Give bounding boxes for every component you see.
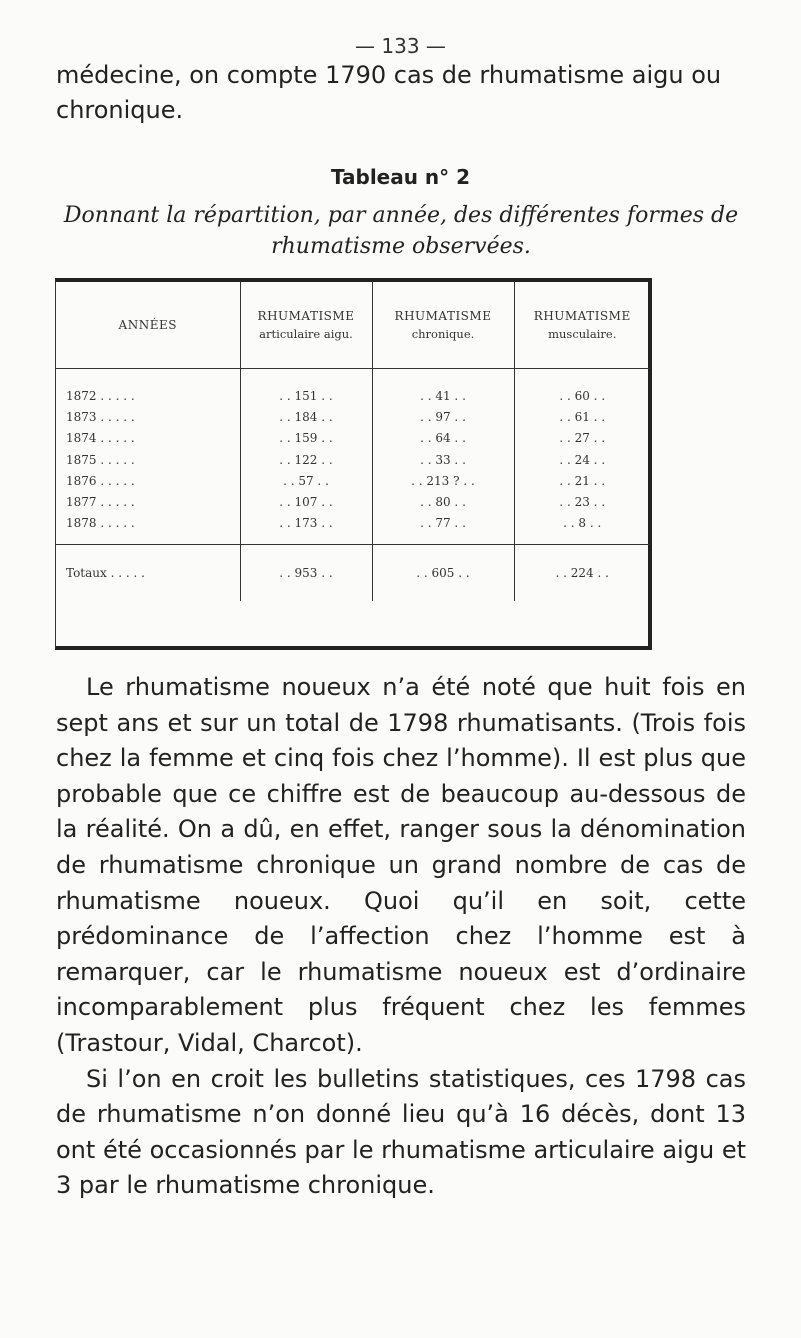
column-header-label: RHUMATISME xyxy=(257,309,355,323)
column-header-label: RHUMATISME xyxy=(394,309,492,323)
table-row xyxy=(56,369,650,407)
chronique-cell: . . 64 . . xyxy=(372,428,514,449)
musculaire-cell: . . 60 . . xyxy=(559,388,606,403)
chronique-cell: . . 213 ? . . xyxy=(372,470,514,491)
musculaire-cell: . . 61 . . xyxy=(559,409,606,424)
chronique-cell: . . 33 . . xyxy=(372,449,514,470)
column-header-label: ANNÉES xyxy=(118,318,177,332)
totals-row xyxy=(56,545,650,602)
year-cell: 1875 . . . . . xyxy=(56,449,240,470)
rheumatism-table-frame xyxy=(55,278,652,650)
column-header-sublabel: chronique. xyxy=(411,327,475,341)
paragraph-statistics: Si l’on en croit les bulletins statistiques, ces 1798 cas de rhumatisme n’on donné lieu qu’à 16 décès, dont 13 ont été occasionnés par le rhumatisme articulaire aigu et 3 par le rhumatisme chronique. xyxy=(56,1064,746,1200)
articulaire-cell: . . 173 . . xyxy=(240,513,372,545)
total-chronique: . . 605 . . xyxy=(372,545,514,602)
table-row xyxy=(56,513,650,545)
table-row xyxy=(56,449,650,470)
page-number: — 133 — xyxy=(355,34,446,58)
intro-paragraph: médecine, on compte 1790 cas de rhumatisme aigu ou chronique. xyxy=(56,61,722,124)
column-header-musculaire xyxy=(514,282,650,369)
column-header-years xyxy=(56,282,240,369)
year-cell: 1872 . . . . . xyxy=(56,369,240,407)
musculaire-cell: . . 8 . . xyxy=(563,516,602,531)
articulaire-cell: . . 107 . . xyxy=(240,491,372,512)
column-header-chronique xyxy=(372,282,514,369)
year-cell: 1878 . . . . . xyxy=(56,513,240,545)
table-row xyxy=(56,428,650,449)
total-articulaire: . . 953 . . xyxy=(240,545,372,602)
column-header-label: RHUMATISME xyxy=(533,309,631,323)
year-cell: 1874 . . . . . xyxy=(56,428,240,449)
table-row xyxy=(56,470,650,491)
table-row xyxy=(56,491,650,512)
table-row xyxy=(56,406,650,427)
musculaire-cell: . . 24 . . xyxy=(559,452,606,467)
column-header-articulaire xyxy=(240,282,372,369)
table-subtitle: Donnant la répartition, par année, des différentes formes de rhumatisme observées. xyxy=(63,203,739,259)
chronique-cell: . . 77 . . xyxy=(372,513,514,545)
year-cell: 1873 . . . . . xyxy=(56,406,240,427)
total-musculaire: . . 224 . . xyxy=(514,545,650,602)
articulaire-cell: . . 151 . . xyxy=(240,369,372,407)
year-cell: 1877 . . . . . xyxy=(56,491,240,512)
column-header-sublabel: articulaire aigu. xyxy=(259,327,353,341)
totals-label: Totaux . . . . . xyxy=(56,545,240,602)
year-cell: 1876 . . . . . xyxy=(56,470,240,491)
musculaire-cell: . . 23 . . xyxy=(559,495,606,510)
chronique-cell: . . 80 . . xyxy=(372,491,514,512)
column-header-sublabel: musculaire. xyxy=(548,327,617,341)
articulaire-cell: . . 184 . . xyxy=(240,406,372,427)
musculaire-cell: . . 27 . . xyxy=(559,431,606,446)
articulaire-cell: . . 159 . . xyxy=(240,428,372,449)
articulaire-cell: . . 57 . . xyxy=(240,470,372,491)
articulaire-cell: . . 122 . . xyxy=(240,449,372,470)
chronique-cell: . . 41 . . xyxy=(372,369,514,407)
musculaire-cell: . . 21 . . xyxy=(559,473,606,488)
table-header-row xyxy=(56,282,650,369)
paragraph-nodular-rheumatism: Le rhumatisme noueux n’a été noté que huit fois en sept ans et sur un total de 1798 rhumatisants. (Trois fois chez la femme et cinq fois chez l’homme). Il est plus que probable que ce chiffre est de beaucoup au-dessous de la réalité. On a dû, en effet, ranger sous la dénomination de rhumatisme chronique un grand nombre de cas de rhumatisme noueux. Quoi qu’il en soit, cette prédominance de l’affection chez l’homme est à remarquer, car le rhumatisme noueux est d’ordinaire incomparablement plus fréquent chez les femmes (Trastour, Vidal, Charcot). xyxy=(56,673,746,1057)
table-heading: Tableau n° 2 xyxy=(330,165,471,189)
rheumatism-table xyxy=(56,282,650,601)
body-text xyxy=(56,670,746,1204)
chronique-cell: . . 97 . . xyxy=(372,406,514,427)
